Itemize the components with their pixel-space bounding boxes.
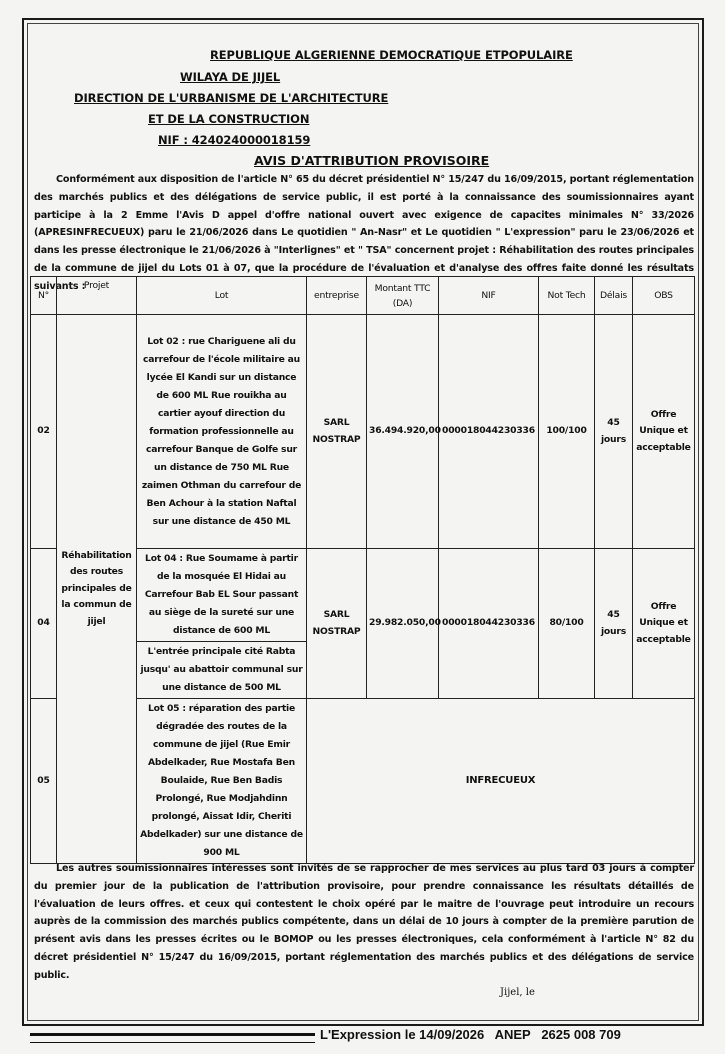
lot-description: Lot 05 : réparation des partie dégradée des routes de la commune de jijel (Rue Emir Abdelkader, Rue Mostafa Ben Boulaide, Rue Ben Badis Prolongé, Rue Modjahdinn prolongé, Aissat Idir, Cheriti Abdelkader) sur une distance de 900 ML: [137, 699, 307, 864]
header-wilaya: WILAYA DE JIJEL: [180, 70, 281, 84]
col-num: N°: [31, 277, 57, 315]
header-nif: NIF : 424024000018159: [158, 133, 311, 147]
footer-rule: [30, 1033, 315, 1043]
status-infructueux: INFRECUEUX: [307, 699, 695, 864]
row-num: 02: [31, 315, 57, 549]
col-nif: NIF: [439, 277, 539, 315]
delay: 45 jours: [595, 549, 633, 699]
closing-paragraph: Les autres soumissionnaires intéresses sont invités de se rapprocher de mes services au plus tard 03 jours à compter du premier jour de la publication de l'attribution provisoire, pour prendre connaissance les résultats détaillés de l'évaluation de leurs offres. et ceux qui contestent le choix opéré par le maitre de l'ouvrage peut introduire un recours auprès de la commission des marchés publics compétente, dans un délai de 10 jours à compter de la première parution de présent avis dans les presses écrites ou le BOMOP ou les presses électroniques, cela conformément à l'article N° 82 du décret présidentiel N° 15/247 du 16/09/2015, portant réglementation des marchés publics et des délégations de service public.: [34, 863, 694, 981]
lot-description: Lot 04 : Rue Soumame à partir de la mosquée El Hidai au Carrefour Bab EL Sour passant au siège de la sureté sur une distance de 600 ML: [137, 549, 306, 642]
lot-cell: [137, 549, 307, 699]
header-republic: REPUBLIQUE ALGERIENNE DEMOCRATIQUE ETPOPULAIRE: [210, 48, 573, 62]
table-row: [31, 315, 695, 549]
col-entreprise: entreprise: [307, 277, 367, 315]
lot-description: Lot 02 : rue Chariguene ali du carrefour de l'école militaire au lycée El Kandi sur un distance de 600 ML Rue rouikha au cartier ayouf direction du formation professionnelle au carrefour Banque de Golfe sur un distance de 750 ML Rue zaimen Othman du carrefour de Ben Achour à la station Naftal sur une distance de 450 ML: [137, 315, 307, 549]
col-lot: Lot: [137, 277, 307, 315]
intro-paragraph: Conformément aux disposition de l'article N° 65 du décret présidentiel N° 15/247 du 16/09/2015, portant réglementation des marchés publics et des délégations de service public, il est porté à la connaissance des soumissionnaires ayant participe à la 2 Emme l'Avis D appel d'offre national ouvert avec exigence de capacites minimales N° 33/2026 (APRESINFRECUEUX) paru le 21/06/2026 dans Le quotidien " An-Nasr" et Le quotidien " L'expression" paru le 23/06/2026 et dans les presse électronique le 21/06/2026 à "Interlignes" et " TSA" concernent projet : Réhabilitation des routes principales de la commune de jijel du Lots 01 à 07, que la procédure de l'évaluation et d'analyse des offres faite donné les résultats suivants :: [34, 174, 694, 292]
observation: Offre Unique et acceptable: [633, 549, 695, 699]
footer-publication: L'Expression le 14/09/2026 ANEP 2625 008 709: [320, 1027, 621, 1042]
results-table: [30, 276, 695, 864]
amount: 36.494.920,00: [367, 315, 439, 549]
nif-value: 000018044230336: [439, 315, 539, 549]
project-cell: Réhabilitation des routes principales de la commun de jijel: [57, 315, 137, 864]
nif-value: 000018044230336: [439, 549, 539, 699]
observation: Offre Unique et acceptable: [633, 315, 695, 549]
company: SARL NOSTRAP: [307, 549, 367, 699]
col-projet: Projet: [57, 277, 137, 315]
col-montant: Montant TTC (DA): [367, 277, 439, 315]
header-direction: DIRECTION DE L'URBANISME DE L'ARCHITECTURE: [74, 91, 389, 105]
page-title: AVIS D'ATTRIBUTION PROVISOIRE: [254, 153, 490, 168]
col-obs: OBS: [633, 277, 695, 315]
lot-description: L'entrée principale cité Rabta jusqu' au abattoir communal sur une distance de 500 ML: [140, 646, 303, 693]
amount: 29.982.050,00: [367, 549, 439, 699]
table-header-row: [31, 277, 695, 315]
footer: [30, 1027, 710, 1049]
col-delais: Délais: [595, 277, 633, 315]
header-construction: ET DE LA CONSTRUCTION: [148, 112, 310, 126]
row-num: 04: [31, 549, 57, 699]
tech-score: 100/100: [539, 315, 595, 549]
place-date: Jijel, le: [500, 987, 535, 998]
col-note: Not Tech: [539, 277, 595, 315]
row-num: 05: [31, 699, 57, 864]
tech-score: 80/100: [539, 549, 595, 699]
delay: 45 jours: [595, 315, 633, 549]
company: SARL NOSTRAP: [307, 315, 367, 549]
